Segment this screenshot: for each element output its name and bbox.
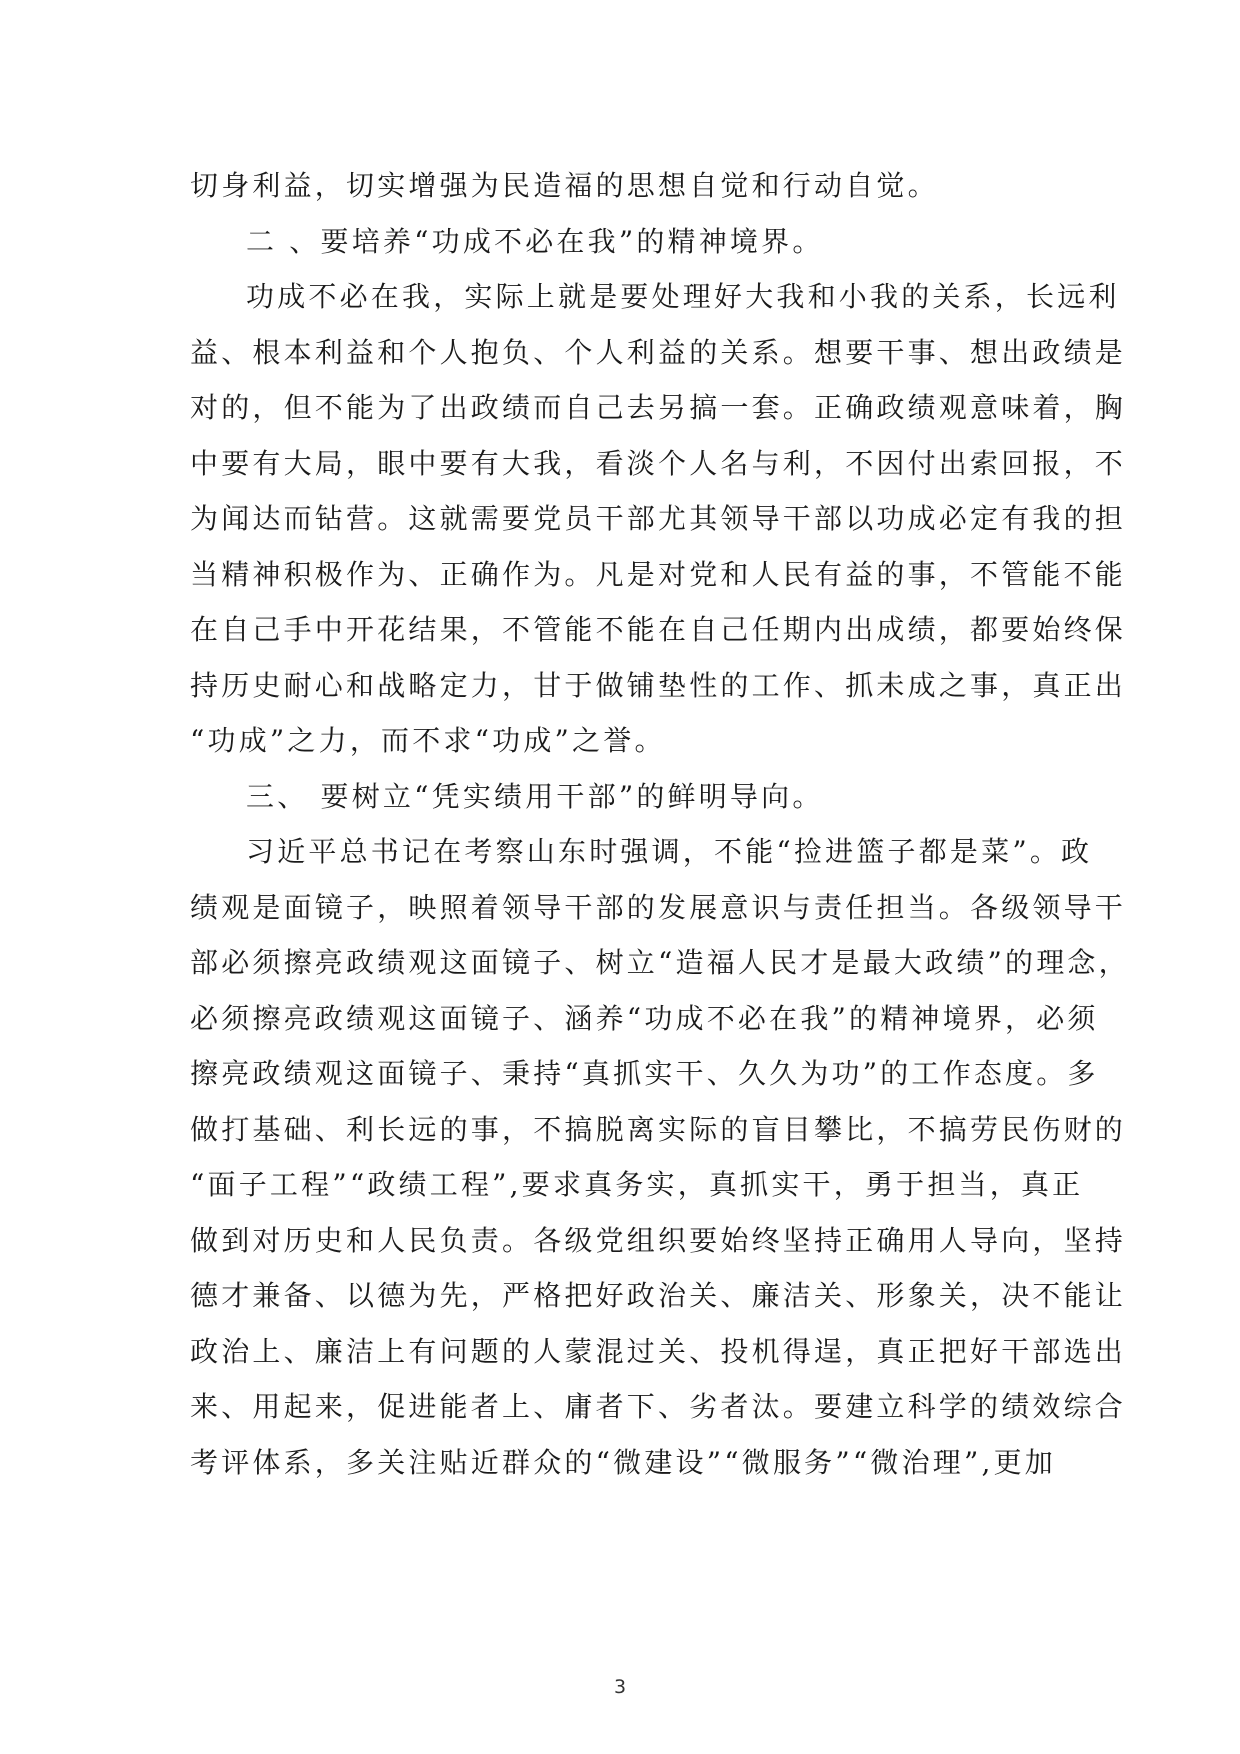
page-number: 3: [613, 1676, 627, 1698]
paragraph-line: 擦亮政绩观这面镜子、秉持“真抓实干、久久为功”的工作态度。多: [190, 1057, 1099, 1090]
paragraph-line: 考评体系，多关注贴近群众的“微建设”“微服务”“微治理”,更加: [190, 1445, 1056, 1479]
paragraph-line: 做打基础、利长远的事，不搞脱离实际的盲目攀比，不搞劳民伤财的: [190, 1112, 1127, 1146]
paragraph-line: 绩观是面镜子，映照着领导干部的发展意识与责任担当。各级领导干: [190, 890, 1127, 924]
paragraph-line: 在自己手中开花结果，不管能不能在自己任期内出成绩，都要始终保: [190, 613, 1127, 646]
body-text: [190, 158, 1130, 1490]
paragraph-line: 益、根本利益和个人抱负、个人利益的关系。想要干事、想出政绩是: [190, 335, 1127, 369]
paragraph-line: “面子工程”“政绩工程”,要求真务实，真抓实干，勇于担当，真正: [190, 1168, 1084, 1201]
paragraph-line: “功成”之力，而不求“功成”之誉。: [190, 724, 666, 757]
paragraph-line: 切身利益，切实增强为民造福的思想自觉和行动自觉。: [190, 169, 939, 202]
paragraph-line: 中要有大局，眼中要有大我，看淡个人名与利，不因付出索回报，不: [190, 446, 1127, 480]
paragraph-line: 当精神积极作为、正确作为。凡是对党和人民有益的事，不管能不能: [190, 557, 1127, 591]
section-heading-3: 三、 要树立“凭实绩用干部”的鲜明导向。: [246, 779, 824, 813]
paragraph-line: 功成不必在我，实际上就是要处理好大我和小我的关系，长远利: [246, 280, 1120, 313]
paragraph-line: 对的，但不能为了出政绩而自己去另搞一套。正确政绩观意味着，胸: [190, 391, 1127, 424]
paragraph-line: 来、用起来，促进能者上、庸者下、劣者汰。要建立科学的绩效综合: [190, 1390, 1127, 1423]
paragraph-line: 习近平总书记在考察山东时强调，不能“捡进篮子都是菜”。政: [246, 835, 1093, 868]
paragraph-line: 部必须擦亮政绩观这面镜子、树立“造福人民才是最大政绩”的理念，: [190, 946, 1130, 979]
paragraph-line: 必须擦亮政绩观这面镜子、涵养“功成不必在我”的精神境界，必须: [190, 1001, 1099, 1035]
paragraph-line: 德才兼备、以德为先，严格把好政治关、廉洁关、形象关，决不能让: [190, 1279, 1127, 1312]
paragraph-line: 为闻达而钻营。这就需要党员干部尤其领导干部以功成必定有我的担: [190, 502, 1127, 535]
paragraph-line: 持历史耐心和战略定力，甘于做铺垫性的工作、抓未成之事，真正出: [190, 668, 1127, 702]
paragraph-line: 做到对历史和人民负责。各级党组织要始终坚持正确用人导向，坚持: [190, 1223, 1127, 1257]
section-heading-2: 二 、要培养“功成不必在我”的精神境界。: [246, 224, 824, 258]
paragraph-line: 政治上、廉洁上有问题的人蒙混过关、投机得逞，真正把好干部选出: [190, 1334, 1127, 1368]
